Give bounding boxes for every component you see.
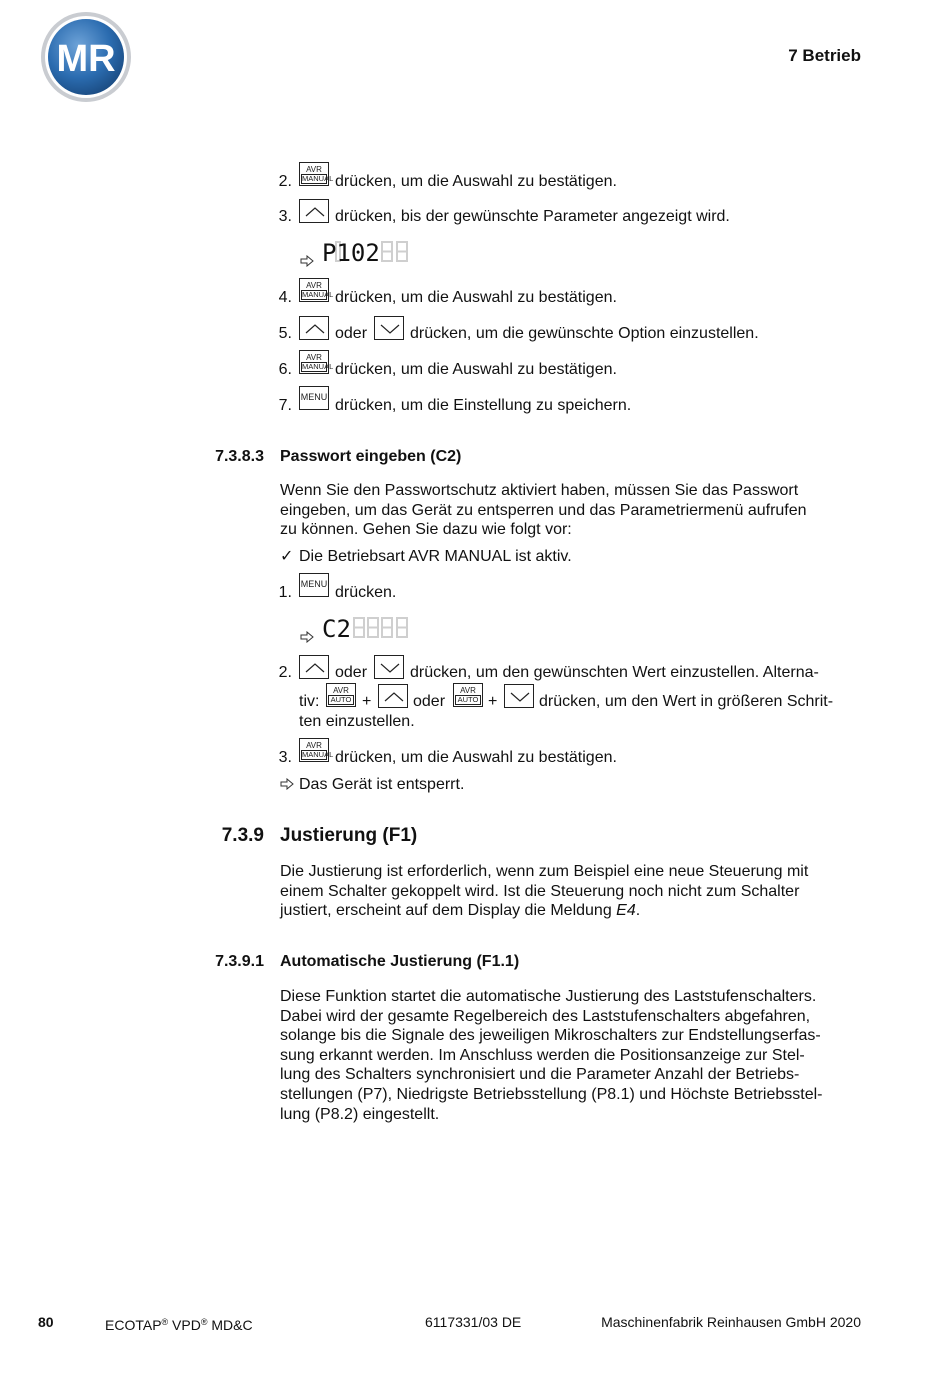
step-text: drücken, um die Einstellung zu speichern.	[335, 397, 632, 414]
document-id: 6117331/03 DE	[425, 1314, 522, 1330]
result-arrow-icon	[300, 255, 314, 267]
chapter-title: 7 Betrieb	[788, 46, 861, 65]
checkmark-icon: ✓	[280, 548, 294, 565]
oder-text: oder	[413, 693, 446, 710]
arrow-up-key-icon	[299, 199, 329, 223]
step-text: ten einzustellen.	[299, 713, 415, 730]
avr-manual-key-icon: AVR MANUAL	[299, 162, 329, 186]
arrow-down-key-icon	[374, 655, 404, 679]
step-number: 5.	[278, 325, 292, 342]
alternative-label: tiv:	[299, 693, 320, 710]
arrow-down-key-icon	[504, 684, 534, 708]
section-paragraph: Die Justierung ist erforderlich, wenn zum Beispiel eine neue Steuerung mit einem Schalter gekoppelt wird. Ist die Steuerung noch nicht zum Schalter justiert, erscheint auf dem Display die Meldung E4.	[280, 863, 809, 920]
step-text: drücken, um die Auswahl zu bestätigen.	[335, 749, 617, 766]
step-number: 7.	[278, 397, 292, 414]
step-text: drücken, um den gewünschten Wert einzustellen. Alterna-	[410, 664, 819, 681]
step-number: 2.	[278, 664, 292, 681]
section-title: Automatische Justierung (F1.1)	[280, 953, 520, 970]
oder-text: oder	[335, 325, 368, 342]
svg-text:P102: P102	[322, 239, 380, 265]
step-text: drücken, bis der gewünschte Parameter angezeigt wird.	[335, 208, 730, 225]
avr-auto-key-icon: AVR AUTO	[453, 683, 483, 707]
plus-sign: +	[362, 693, 372, 710]
step-text: drücken.	[335, 584, 397, 601]
result-arrow-icon	[280, 778, 294, 790]
step-number: 3.	[278, 208, 292, 225]
section-number: 7.3.9.1	[215, 953, 264, 970]
plus-sign: +	[488, 693, 498, 710]
arrow-up-key-icon	[299, 316, 329, 340]
prerequisite-text: Die Betriebsart AVR MANUAL ist aktiv.	[299, 548, 572, 565]
display-segment-p102	[322, 239, 412, 265]
section-number: 7.3.8.3	[215, 448, 264, 465]
section-paragraph: Diese Funktion startet die automatische Justierung des Laststufenschalters. Dabei wird der gesamte Regelbereich des Laststufenschalters abgefahren, solange bis die Signale des jeweiligen Mikroschalters zur Endstellungserfas- sung erkannt werden. Im Anschluss werden die Positionsanzeige zur Stel- lung des Schalters synchronisiert und die Parameter Anzahl der Betriebs- stellungen (P7), Niedrigste Betriebsstellung (P8.1) und Höchste Betriebsstel- lung (P8.2) eingestellt.	[280, 988, 823, 1123]
result-arrow-icon	[300, 631, 314, 643]
svg-text:MR: MR	[56, 38, 116, 80]
step-text: drücken, um die gewünschte Option einzustellen.	[410, 325, 759, 342]
oder-text: oder	[335, 664, 368, 681]
step-number: 4.	[278, 289, 292, 306]
page-number: 80	[38, 1314, 54, 1330]
product-name: ECOTAP® VPD® MD&C	[105, 1317, 253, 1333]
step-number: 2.	[278, 173, 292, 190]
company-logo	[40, 11, 132, 103]
step-text: drücken, um die Auswahl zu bestätigen.	[335, 173, 617, 190]
section-paragraph: Wenn Sie den Passwortschutz aktiviert haben, müssen Sie das Passwort eingeben, um das Gerät zu entsperren und das Parametriermenü aufrufen zu können. Gehen Sie dazu wie folgt vor:	[280, 482, 807, 539]
company-name: Maschinenfabrik Reinhausen GmbH 2020	[601, 1314, 861, 1330]
step-text: drücken, um die Auswahl zu bestätigen.	[335, 361, 617, 378]
avr-auto-key-icon: AVR AUTO	[326, 683, 356, 707]
step-number: 6.	[278, 361, 292, 378]
step-number: 1.	[278, 584, 292, 601]
arrow-up-key-icon	[299, 655, 329, 679]
avr-manual-key-icon: AVR MANUAL	[299, 350, 329, 374]
result-text: Das Gerät ist entsperrt.	[299, 776, 465, 793]
arrow-up-key-icon	[378, 684, 408, 708]
menu-key-icon: MENU	[299, 386, 329, 410]
arrow-down-key-icon	[374, 316, 404, 340]
menu-key-icon: MENU	[299, 573, 329, 597]
step-text: drücken, um den Wert in größeren Schrit-	[539, 693, 834, 710]
display-segment-c2	[322, 615, 412, 641]
section-number: 7.3.9	[221, 825, 264, 846]
step-number: 3.	[278, 749, 292, 766]
avr-manual-key-icon: AVR MANUAL	[299, 738, 329, 762]
section-title: Passwort eingeben (C2)	[280, 448, 462, 465]
avr-manual-key-icon: AVR MANUAL	[299, 278, 329, 302]
svg-text:C2: C2	[322, 615, 351, 641]
step-text: drücken, um die Auswahl zu bestätigen.	[335, 289, 617, 306]
section-title: Justierung (F1)	[280, 825, 418, 846]
